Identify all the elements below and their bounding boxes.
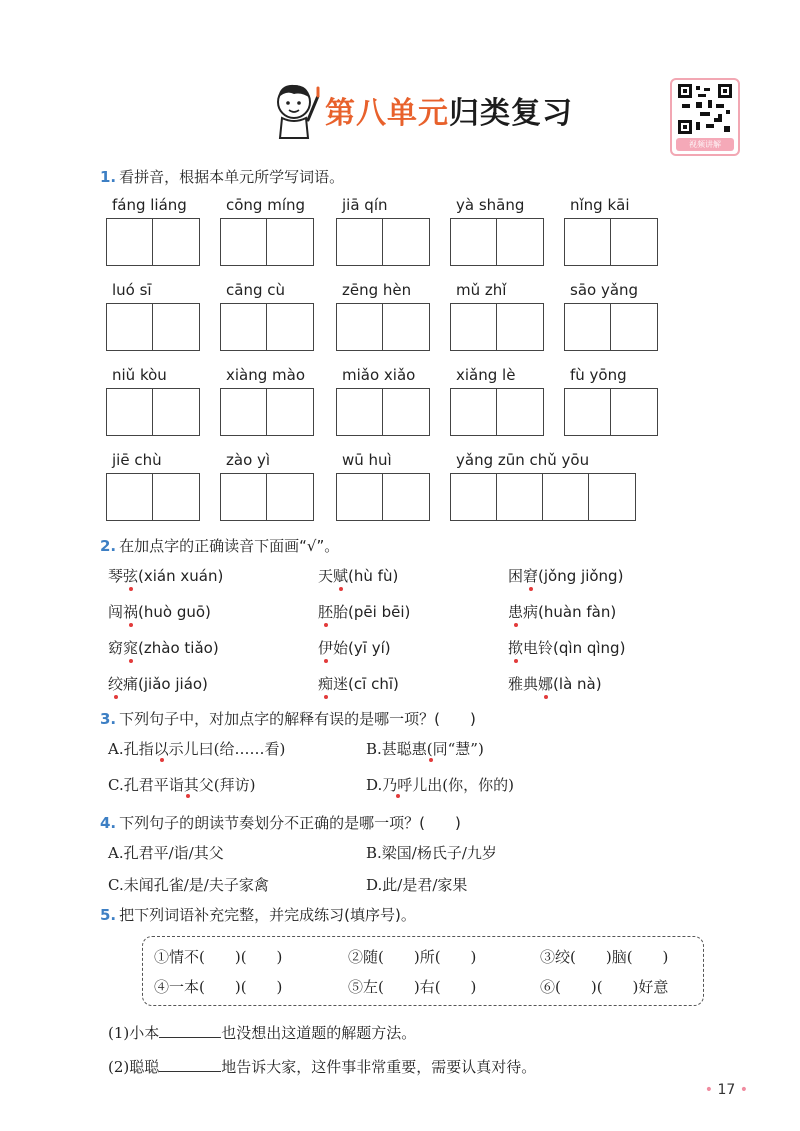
pinyin-options: (huò guō) xyxy=(138,603,211,621)
character-cell[interactable] xyxy=(611,219,657,265)
character-cell[interactable] xyxy=(543,474,589,520)
pronunciation-item[interactable] xyxy=(508,565,623,586)
word-character: 胚 xyxy=(318,603,334,621)
question-text: 在加点字的正确读音下面画“√”。 xyxy=(119,537,340,555)
pronunciation-item[interactable] xyxy=(318,565,398,586)
question-3-heading xyxy=(100,708,476,729)
pinyin-label: cōng míng xyxy=(226,196,306,214)
page-title xyxy=(325,88,573,132)
pinyin-options: (huàn fàn) xyxy=(538,603,617,621)
character-cell[interactable] xyxy=(267,474,313,520)
word-character: 始 xyxy=(333,639,349,657)
cartoon-boy-illustration xyxy=(268,78,324,140)
sentence-prefix: (1)小本 xyxy=(108,1024,160,1042)
pinyin-options: (yī yí) xyxy=(348,639,391,657)
pinyin-label: zēng hèn xyxy=(342,281,412,299)
character-cell[interactable] xyxy=(565,219,611,265)
character-cell[interactable] xyxy=(267,389,313,435)
pinyin-label: fáng liáng xyxy=(112,196,187,214)
character-cell[interactable] xyxy=(565,304,611,350)
writing-box[interactable] xyxy=(564,218,658,266)
pronunciation-item[interactable] xyxy=(318,601,410,622)
writing-box[interactable] xyxy=(220,388,314,436)
pronunciation-item[interactable] xyxy=(508,673,602,694)
pinyin-label: jiē chù xyxy=(112,451,162,469)
character-cell[interactable] xyxy=(153,474,199,520)
pinyin-options: (hù fù) xyxy=(348,567,399,585)
writing-box[interactable] xyxy=(336,473,430,521)
character-cell[interactable] xyxy=(221,389,267,435)
character-cell[interactable] xyxy=(337,304,383,350)
writing-box[interactable] xyxy=(450,218,544,266)
question-1-heading xyxy=(100,166,344,187)
writing-box[interactable] xyxy=(336,388,430,436)
q5-sentence-1 xyxy=(108,1022,416,1043)
pinyin-label: cāng cù xyxy=(226,281,285,299)
pinyin-label: sāo yǎng xyxy=(570,281,639,299)
character-cell[interactable] xyxy=(221,219,267,265)
character-cell[interactable] xyxy=(153,219,199,265)
word-character: 雅 xyxy=(508,675,524,693)
idiom-1[interactable]: ①情不( )( ) xyxy=(154,948,283,966)
character-cell[interactable] xyxy=(451,304,497,350)
character-cell[interactable] xyxy=(383,389,429,435)
word-character: 患 xyxy=(508,603,524,621)
character-cell[interactable] xyxy=(221,474,267,520)
word-character: 闯 xyxy=(108,603,124,621)
q3-option-d[interactable]: D.乃呼儿出(你，你的) xyxy=(366,776,514,794)
character-cell[interactable] xyxy=(337,389,383,435)
q3-option-c[interactable]: C.孔君平诣其父(拜访) xyxy=(108,776,256,794)
word-character: 病 xyxy=(523,603,539,621)
writing-box[interactable] xyxy=(336,218,430,266)
pinyin-options: (jiǎo jiáo) xyxy=(138,675,208,693)
character-cell[interactable] xyxy=(497,304,543,350)
word-character: 祸 xyxy=(123,603,139,621)
pronunciation-item[interactable] xyxy=(108,673,208,694)
word-character: 伊 xyxy=(318,639,334,657)
pinyin-label: yǎng zūn chǔ yōu xyxy=(456,451,590,469)
writing-box[interactable] xyxy=(220,473,314,521)
pinyin-options: (qìn qìng) xyxy=(553,639,626,657)
character-cell[interactable] xyxy=(107,474,153,520)
pinyin-options: (pēi bēi) xyxy=(348,603,411,621)
character-cell[interactable] xyxy=(611,304,657,350)
word-character: 窈 xyxy=(108,639,124,657)
character-cell[interactable] xyxy=(153,304,199,350)
qr-label: 视频讲解 xyxy=(676,138,734,151)
question-5-heading xyxy=(100,904,416,925)
character-cell[interactable] xyxy=(267,304,313,350)
question-number: 1. xyxy=(100,168,117,186)
question-4-heading xyxy=(100,812,461,833)
word-character: 娜 xyxy=(538,675,554,693)
character-cell[interactable] xyxy=(337,219,383,265)
q4-option-c[interactable]: C.未闻孔雀/是/夫子家禽 xyxy=(108,876,269,894)
qr-code-badge[interactable] xyxy=(670,78,740,156)
q3-option-b[interactable]: B.甚聪惠(同“慧”) xyxy=(366,740,484,758)
writing-box[interactable] xyxy=(450,303,544,351)
character-cell[interactable] xyxy=(383,474,429,520)
sentence-prefix: (2)聪聪 xyxy=(108,1058,160,1076)
word-character: 揿 xyxy=(508,639,524,657)
character-cell[interactable] xyxy=(107,219,153,265)
pronunciation-item[interactable] xyxy=(508,637,625,658)
question-number: 4. xyxy=(100,814,117,832)
page-dot-left: • xyxy=(704,1082,713,1098)
question-text: 把下列词语补充完整，并完成练习(填序号)。 xyxy=(119,906,416,924)
word-character: 痴 xyxy=(318,675,334,693)
pinyin-label: jiā qín xyxy=(342,196,388,214)
pinyin-options: (cī chī) xyxy=(348,675,399,693)
question-text: 下列句子的朗读节奏划分不正确的是哪一项？( ) xyxy=(119,814,461,832)
pinyin-label: fù yōng xyxy=(570,366,627,384)
title-accent: 第八单元 xyxy=(325,96,449,131)
answer-blank[interactable] xyxy=(159,1059,221,1072)
answer-blank[interactable] xyxy=(159,1025,221,1038)
idiom-2[interactable]: ②随( )所( ) xyxy=(348,948,477,966)
pronunciation-item[interactable] xyxy=(108,601,211,622)
q4-option-d[interactable]: D.此/是君/家果 xyxy=(366,876,468,894)
question-text: 下列句子中，对加点字的解释有误的是哪一项？( ) xyxy=(119,710,476,728)
pinyin-options: (là nà) xyxy=(553,675,602,693)
pronunciation-item[interactable] xyxy=(108,637,219,658)
pinyin-label: mǔ zhǐ xyxy=(456,281,507,299)
question-text: 看拼音，根据本单元所学写词语。 xyxy=(119,168,345,186)
pinyin-label: xiàng mào xyxy=(226,366,306,384)
writing-box[interactable] xyxy=(450,388,544,436)
page-dot-right: • xyxy=(739,1082,748,1098)
character-cell[interactable] xyxy=(451,389,497,435)
pinyin-label: miǎo xiǎo xyxy=(342,366,416,384)
character-cell[interactable] xyxy=(337,474,383,520)
pronunciation-item[interactable] xyxy=(318,637,391,658)
pinyin-label: wū huì xyxy=(342,451,392,469)
idiom-5[interactable]: ⑤左( )右( ) xyxy=(348,978,477,996)
writing-box[interactable] xyxy=(336,303,430,351)
character-cell[interactable] xyxy=(451,219,497,265)
writing-box[interactable] xyxy=(106,473,200,521)
pinyin-label: yà shāng xyxy=(456,196,525,214)
word-character: 绞 xyxy=(108,675,124,693)
idiom-3[interactable]: ③绞( )脑( ) xyxy=(540,948,669,966)
character-cell[interactable] xyxy=(565,389,611,435)
word-character: 电 xyxy=(523,639,539,657)
pinyin-options: (jǒng jiǒng) xyxy=(538,567,624,585)
character-cell[interactable] xyxy=(267,219,313,265)
pinyin-label: nǐng kāi xyxy=(570,196,630,214)
word-character: 天 xyxy=(318,567,334,585)
character-cell[interactable] xyxy=(107,304,153,350)
word-character: 铃 xyxy=(538,639,554,657)
character-cell[interactable] xyxy=(107,389,153,435)
q4-option-a[interactable]: A.孔君平/诣/其父 xyxy=(108,844,224,862)
word-character: 迷 xyxy=(333,675,349,693)
word-character: 痛 xyxy=(123,675,139,693)
word-character: 赋 xyxy=(333,567,349,585)
character-cell[interactable] xyxy=(589,474,635,520)
character-cell[interactable] xyxy=(383,219,429,265)
title-rest: 归类复习 xyxy=(449,96,573,131)
idiom-6[interactable]: ⑥( )( )好意 xyxy=(540,978,669,996)
word-character: 窕 xyxy=(123,639,139,657)
writing-box[interactable] xyxy=(106,388,200,436)
character-cell[interactable] xyxy=(611,389,657,435)
character-cell[interactable] xyxy=(497,474,543,520)
question-2-heading xyxy=(100,535,339,556)
character-cell[interactable] xyxy=(497,389,543,435)
page-number-value: 17 xyxy=(717,1082,736,1098)
writing-box[interactable] xyxy=(106,303,200,351)
q3-option-a[interactable]: A.孔指以示儿曰(给……看) xyxy=(108,740,286,758)
writing-box[interactable] xyxy=(220,303,314,351)
word-character: 窘 xyxy=(523,567,539,585)
question-number: 5. xyxy=(100,906,117,924)
pronunciation-item[interactable] xyxy=(108,565,223,586)
writing-box[interactable] xyxy=(106,218,200,266)
qr-code-icon xyxy=(678,84,732,134)
pinyin-options: (xián xuán) xyxy=(138,567,224,585)
q4-option-b[interactable]: B.梁国/杨氏子/九岁 xyxy=(366,844,497,862)
idiom-4[interactable]: ④一本( )( ) xyxy=(154,978,283,996)
word-character: 困 xyxy=(508,567,524,585)
emphasis-dot xyxy=(160,758,164,762)
pronunciation-item[interactable] xyxy=(508,601,616,622)
pronunciation-item[interactable] xyxy=(318,673,399,694)
pinyin-label: luó sī xyxy=(112,281,152,299)
sentence-suffix: 也没想出这道题的解题方法。 xyxy=(221,1024,417,1042)
q5-sentence-2 xyxy=(108,1056,536,1077)
word-character: 胎 xyxy=(333,603,349,621)
pinyin-options: (zhào tiǎo) xyxy=(138,639,219,657)
writing-box[interactable] xyxy=(564,303,658,351)
question-number: 2. xyxy=(100,537,117,555)
writing-box[interactable] xyxy=(564,388,658,436)
character-cell[interactable] xyxy=(497,219,543,265)
emphasis-dot xyxy=(186,794,190,798)
character-cell[interactable] xyxy=(383,304,429,350)
emphasis-dot xyxy=(429,758,433,762)
pinyin-label: xiǎng lè xyxy=(456,366,516,384)
character-cell[interactable] xyxy=(451,474,497,520)
writing-box[interactable] xyxy=(450,473,636,521)
word-character: 典 xyxy=(523,675,539,693)
word-character: 弦 xyxy=(123,567,139,585)
word-character: 琴 xyxy=(108,567,124,585)
sentence-suffix: 地告诉大家，这件事非常重要，需要认真对待。 xyxy=(221,1058,537,1076)
page-number xyxy=(705,1082,748,1098)
pinyin-label: niǔ kòu xyxy=(112,366,167,384)
question-number: 3. xyxy=(100,710,117,728)
pinyin-label: zào yì xyxy=(226,451,271,469)
character-cell[interactable] xyxy=(153,389,199,435)
character-cell[interactable] xyxy=(221,304,267,350)
emphasis-dot xyxy=(396,794,400,798)
writing-box[interactable] xyxy=(220,218,314,266)
